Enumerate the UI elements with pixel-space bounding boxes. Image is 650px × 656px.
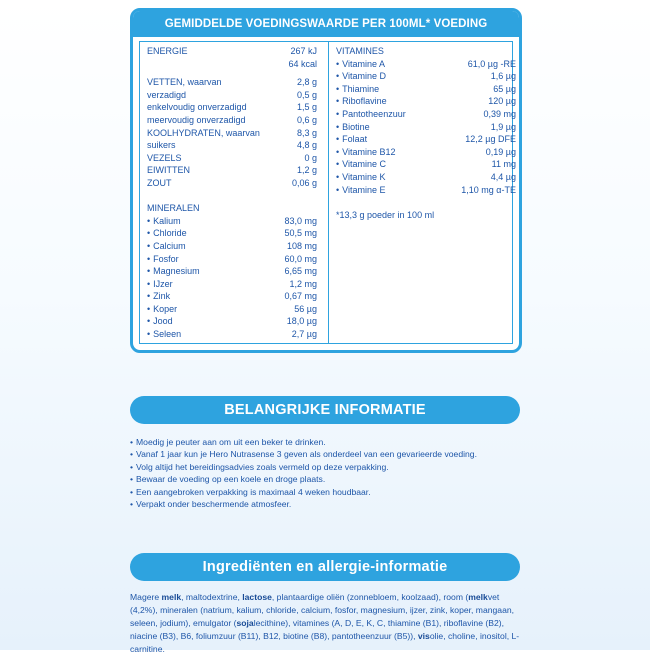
nutrient-row [147,127,317,140]
vitamin-row-value: 0,39 mg [483,108,516,119]
mineral-row-label: • Seleen [147,328,181,341]
vitamin-row-label: • Vitamine C [336,158,386,171]
nutrient-row-label: VEZELS [147,152,182,163]
nutrient-row-value: 0 g [304,152,317,163]
vitamin-row-label: • Thiamine [336,83,379,96]
vitamin-row [336,58,516,71]
vitamins-heading: VITAMINES [336,46,384,56]
vitamin-row-value: 65 µg [493,83,516,94]
nutrient-row [147,164,317,177]
vitamin-row-label: • Folaat [336,133,367,146]
ingredient-text: , maltodextrine, [181,592,243,602]
vitamin-row-value: 1,10 mg α-TE [461,184,516,195]
nutrient-row-label: KOOLHYDRATEN, waarvan [147,127,260,138]
nutrient-row-label: ZOUT [147,177,172,188]
nutrition-right-column [336,45,516,221]
minerals-heading: MINERALEN [147,203,200,214]
ingredient-text: vet (4,2%), mineralen (natrium, kalium, chloride, calcium, fosfor, magnesium, ijzer, zink, koper, mangaan, seleen, jodium), emulgator ( [130,592,515,628]
vitamin-row [336,121,516,134]
nutrient-row [147,114,317,127]
ingredient-text: , plantaardige oliën (zonnebloem, koolzaad), room ( [271,592,469,602]
mineral-row-value: 108 mg [286,240,317,251]
vitamin-row-value: 61,0 µg -RE [467,58,516,69]
mineral-row [147,303,317,316]
minerals-list [147,215,317,341]
mineral-row-value: 18,0 µg [286,316,317,327]
footnote-row [336,209,516,222]
mineral-row-label: • Koper [147,303,177,316]
energy-kcal-row [147,58,317,71]
nutrition-left-column [147,45,317,341]
mineral-row-label: • Jood [147,315,173,328]
vitamin-row [336,171,516,184]
nutrient-row-label: suikers [147,140,176,151]
mineral-row [147,265,317,278]
vitamin-row [336,70,516,83]
vitamin-row [336,83,516,96]
info-item: • Volg altijd het bereidingsadvies zoals vermeld op deze verpakking. [130,461,510,473]
nutrient-row-value: 0,06 g [291,177,317,188]
vitamin-row-label: • Vitamine D [336,70,386,83]
vitamin-row-value: 1,6 µg [490,71,516,82]
mineral-row-label: • Calcium [147,240,186,253]
info-item: • Verpakt onder beschermende atmosfeer. [130,498,510,510]
nutrient-row-value: 2,8 g [296,77,317,88]
mineral-row [147,290,317,303]
nutrient-row-value: 8,3 g [296,127,317,138]
vitamin-row-value: 4,4 µg [490,171,516,182]
ingredients-banner: Ingrediënten en allergie-informatie [130,553,520,581]
mineral-row-label: • Magnesium [147,265,200,278]
vitamin-row-value: 1,9 µg [490,121,516,132]
vitamin-row [336,133,516,146]
vitamin-row-label: • Vitamine K [336,171,386,184]
info-item: • Vanaf 1 jaar kun je Hero Nutrasense 3 geven als onderdeel van een gevarieerde voeding. [130,448,510,460]
vitamin-row-value: 12,2 µg DFE [465,134,516,145]
nutrient-row-label: VETTEN, waarvan [147,77,222,88]
mineral-row-value: 1,2 mg [289,278,317,289]
nutrient-row [147,89,317,102]
allergen-text: melk [161,592,182,602]
allergen-text: vis [417,631,430,641]
vitamins-heading-row [336,45,516,58]
nutrient-row-value: 1,2 g [296,165,317,176]
nutrient-row [147,101,317,114]
mineral-row-label: • Zink [147,290,170,303]
energy-row [147,45,317,58]
mineral-row-value: 0,67 mg [284,291,317,302]
ingredient-text: olie, choline, inositol, L-carnitine. [130,631,520,654]
allergen-text: soja [236,618,254,628]
allergen-text: lactose [242,592,272,602]
nutrient-row-value: 4,8 g [296,140,317,151]
nutrient-row-label: EIWITTEN [147,165,190,176]
energy-kj: 267 kJ [290,46,317,56]
vitamin-row-label: • Riboflavine [336,95,387,108]
allergen-text: melk [468,592,488,602]
macro-list [147,76,317,189]
nutrition-body [139,41,516,344]
vitamin-row-label: • Biotine [336,121,370,134]
nutrition-title: GEMIDDELDE VOEDINGSWAARDE PER 100ML* VOEDING [133,11,519,37]
vitamins-list [336,58,516,197]
mineral-row [147,215,317,228]
info-item: • Moedig je peuter aan om uit een beker te drinken. [130,436,510,448]
vitamin-row [336,108,516,121]
important-info-list [130,436,510,510]
vitamin-row-value: 11 mg [491,159,516,170]
nutrient-row [147,152,317,165]
nutrient-row-value: 0,5 g [296,89,317,100]
nutrient-row [147,139,317,152]
important-info-banner: BELANGRIJKE INFORMATIE [130,396,520,424]
nutrient-row-value: 1,5 g [296,102,317,113]
vitamin-row-value: 0,19 µg [485,146,516,157]
mineral-row-value: 60,0 mg [284,253,317,264]
ingredient-text: lecithine), vitamines (A, D, E, K, C, thiamine (B1), riboflavine (B2), niacine (B3), B6, foliumzuur (B11), B12, biotine (B8), pantotheenzuur (B5)), [130,618,504,641]
vitamin-row [336,158,516,171]
energy-label: ENERGIE [147,46,188,56]
mineral-row [147,315,317,328]
ingredients-text [130,591,522,656]
nutrition-table [130,8,522,353]
mineral-row-value: 56 µg [294,303,317,314]
nutrient-row-value: 0,6 g [296,114,317,125]
nutrient-row [147,76,317,89]
mineral-row [147,278,317,291]
nutrient-row [147,177,317,190]
nutrient-row-label: enkelvoudig onverzadigd [147,102,247,113]
ingredient-text: Magere [130,592,162,602]
mineral-row [147,227,317,240]
vitamin-row-label: • Vitamine E [336,184,386,197]
mineral-row-label: • Kalium [147,215,181,228]
mineral-row [147,253,317,266]
vitamin-row-value: 120 µg [488,96,516,107]
vitamin-row [336,95,516,108]
vitamin-row [336,184,516,197]
mineral-row-label: • Chloride [147,227,187,240]
minerals-heading-row [147,202,317,215]
vitamin-row-label: • Pantotheenzuur [336,108,406,121]
nutrient-row-label: verzadigd [147,89,187,100]
nutrient-row-label: meervoudig onverzadigd [147,114,246,125]
vitamin-row-label: • Vitamine A [336,58,385,71]
mineral-row-value: 83,0 mg [284,215,317,226]
vitamin-row [336,146,516,159]
info-item: • Bewaar de voeding op een koele en droge plaats. [130,473,510,485]
vitamin-row-label: • Vitamine B12 [336,146,396,159]
serving-footnote: *13,3 g poeder in 100 ml [336,209,435,220]
column-divider [328,42,329,343]
mineral-row-label: • IJzer [147,278,173,291]
energy-kcal: 64 kcal [288,58,317,69]
mineral-row [147,240,317,253]
mineral-row-value: 2,7 µg [291,329,317,340]
mineral-row-value: 50,5 mg [284,228,317,239]
info-item: • Een aangebroken verpakking is maximaal 4 weken houdbaar. [130,486,510,498]
mineral-row-label: • Fosfor [147,253,179,266]
mineral-row [147,328,317,341]
mineral-row-value: 6,65 mg [284,266,317,277]
